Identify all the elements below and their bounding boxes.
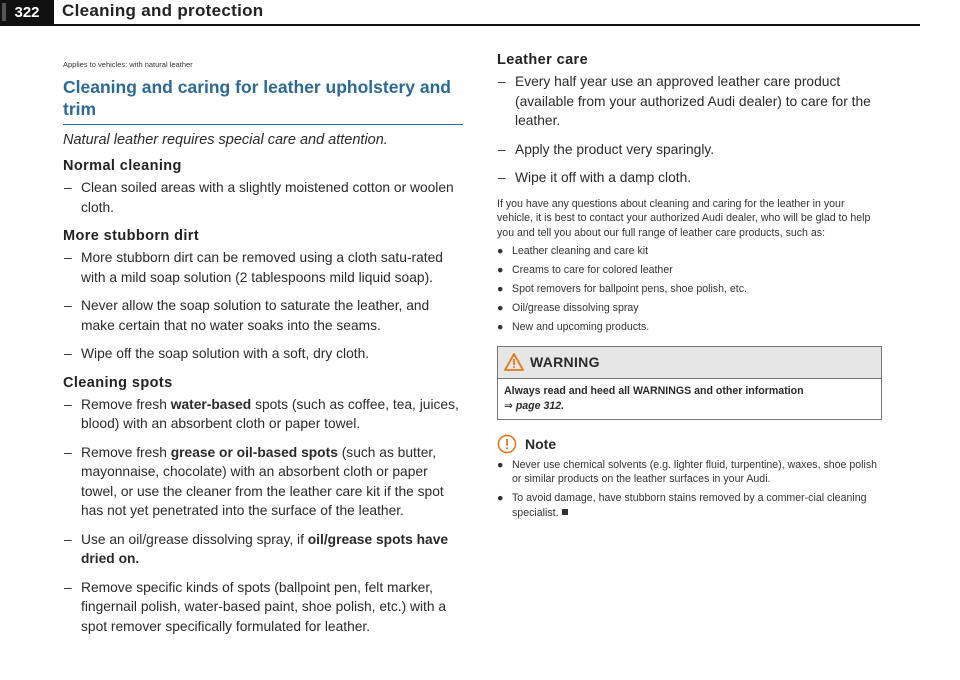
bullet-marker: ● [497, 302, 504, 315]
note-exclamation-icon [497, 434, 517, 454]
dash-marker: – [64, 298, 72, 313]
bullet-item [497, 244, 882, 259]
warning-header [498, 347, 881, 379]
end-of-section-marker [562, 509, 568, 515]
note-title: Note [525, 435, 557, 452]
list-item [497, 140, 882, 160]
applies-to-note: Applies to vehicles: with natural leather [63, 60, 193, 69]
emphasis-text: oil/grease spots have dried on. [81, 531, 449, 566]
bullet-marker: ● [497, 492, 504, 505]
note-item [497, 491, 882, 520]
list-item-text: Remove specific kinds of spots (ballpoint pen, felt marker, fingernail polish, water-based paint, shoe polish, etc.) with a spot remover specifically formulated for leather. [81, 579, 447, 634]
list-item [63, 395, 463, 434]
dash-marker: – [498, 74, 506, 89]
bullet-text: Oil/grease dissolving spray [512, 302, 639, 315]
bullet-text: Creams to care for colored leather [512, 264, 673, 277]
bullet-marker: ● [497, 264, 504, 277]
text-part: spots (such as coffee, tea, juices, blood) with an absorbent cloth or paper towel. [81, 396, 459, 431]
intro-text: Natural leather requires special care and attention. [63, 132, 388, 148]
list-item-text: More stubborn dirt can be removed using a cloth satu-rated with a mild soap solution (2 tablespoons mild liquid soap). [81, 250, 443, 285]
list-item-text: Every half year use an approved leather care product (available from your authorized Audi dealer) to care for the leather. [515, 74, 871, 128]
bullet-item [497, 282, 882, 297]
bullet-marker: ● [497, 245, 504, 258]
chapter-title: Cleaning and protection [62, 1, 264, 20]
title-underline [63, 124, 463, 125]
text-part: Use an oil/grease dissolving spray, if [81, 531, 308, 547]
text-part: (such as butter, mayonnaise, chocolate) with an absorbent cloth or paper towel, or use the cleaner from the leather care kit if the spot has not yet penetrated into the surface of the leather. [81, 444, 444, 518]
emphasis-text: grease or oil-based spots [170, 444, 338, 460]
bullet-text: New and upcoming products. [512, 321, 650, 334]
dash-marker: – [64, 346, 72, 361]
info-paragraph: If you have any questions about cleaning and caring for the leather in your vehicle, it is best to contact your authorized Audi dealer, who will be glad to help you and tell you about our full range of leather care products, such as: [497, 197, 871, 239]
list-item-text: Wipe off the soap solution with a soft, dry cloth. [81, 346, 370, 361]
heading-stubborn-dirt: More stubborn dirt [63, 228, 200, 244]
text-part: Remove fresh [81, 444, 171, 460]
dash-marker: – [64, 579, 72, 595]
dash-marker: – [64, 180, 72, 195]
list-item [63, 443, 463, 521]
bullet-item [497, 320, 882, 335]
dash-marker: – [64, 396, 72, 412]
bullet-marker: ● [497, 458, 504, 471]
note-text: To avoid damage, have stubborn stains removed by a commer-cial cleaning specialist. [512, 492, 867, 519]
list-item-text: Never allow the soap solution to saturate the leather, and make certain that no water soaks into the seams. [81, 298, 430, 333]
list-item [63, 248, 463, 287]
page-reference-link[interactable]: ⇒ page 312. [504, 399, 565, 412]
page-header [0, 0, 960, 26]
bullet-text: Leather cleaning and care kit [512, 245, 649, 258]
list-item [63, 578, 463, 637]
heading-normal-cleaning: Normal cleaning [63, 158, 182, 174]
note-item [497, 458, 882, 487]
warning-text: Always read and heed all WARNINGS and other information [504, 384, 804, 397]
note-text: Never use chemical solvents (e.g. lighter fluid, turpentine), waxes, shoe polish or similar products on the leather surfaces in your Audi. [512, 458, 878, 486]
bullet-item [497, 263, 882, 278]
heading-cleaning-spots: Cleaning spots [63, 374, 173, 391]
header-divider [0, 24, 920, 26]
left-column [63, 60, 463, 645]
warning-body [498, 379, 881, 419]
section-title: Cleaning and caring for leather upholstery and trim [63, 77, 451, 119]
warning-box [497, 346, 882, 420]
dash-marker: – [498, 141, 506, 157]
dash-marker: – [64, 250, 72, 265]
dash-marker: – [64, 444, 72, 460]
page-number: 322 [14, 3, 40, 21]
heading-leather-care: Leather care [497, 52, 589, 68]
list-item [63, 344, 463, 364]
list-item [63, 530, 463, 569]
list-item [497, 72, 882, 131]
list-item [497, 168, 882, 188]
bullet-marker: ● [497, 321, 504, 334]
page-number-tab [0, 0, 54, 24]
list-item [63, 296, 463, 335]
list-item [63, 178, 463, 217]
warning-triangle-icon [504, 353, 524, 371]
list-item-text: Apply the product very sparingly. [515, 141, 715, 157]
dash-marker: – [64, 531, 72, 547]
bullet-text: Spot removers for ballpoint pens, shoe polish, etc. [512, 283, 747, 296]
emphasis-text: water-based [170, 396, 252, 412]
warning-title: WARNING [530, 354, 600, 371]
right-column [497, 52, 882, 525]
text-part: Remove fresh [81, 396, 171, 412]
tab-accent-bar [2, 3, 6, 21]
list-item-text: Wipe it off with a damp cloth. [515, 170, 692, 185]
note-header [497, 434, 882, 454]
dash-marker: – [498, 170, 506, 185]
list-item-text: Clean soiled areas with a slightly moistened cotton or woolen cloth. [81, 180, 454, 215]
bullet-item [497, 301, 882, 316]
bullet-marker: ● [497, 283, 504, 296]
